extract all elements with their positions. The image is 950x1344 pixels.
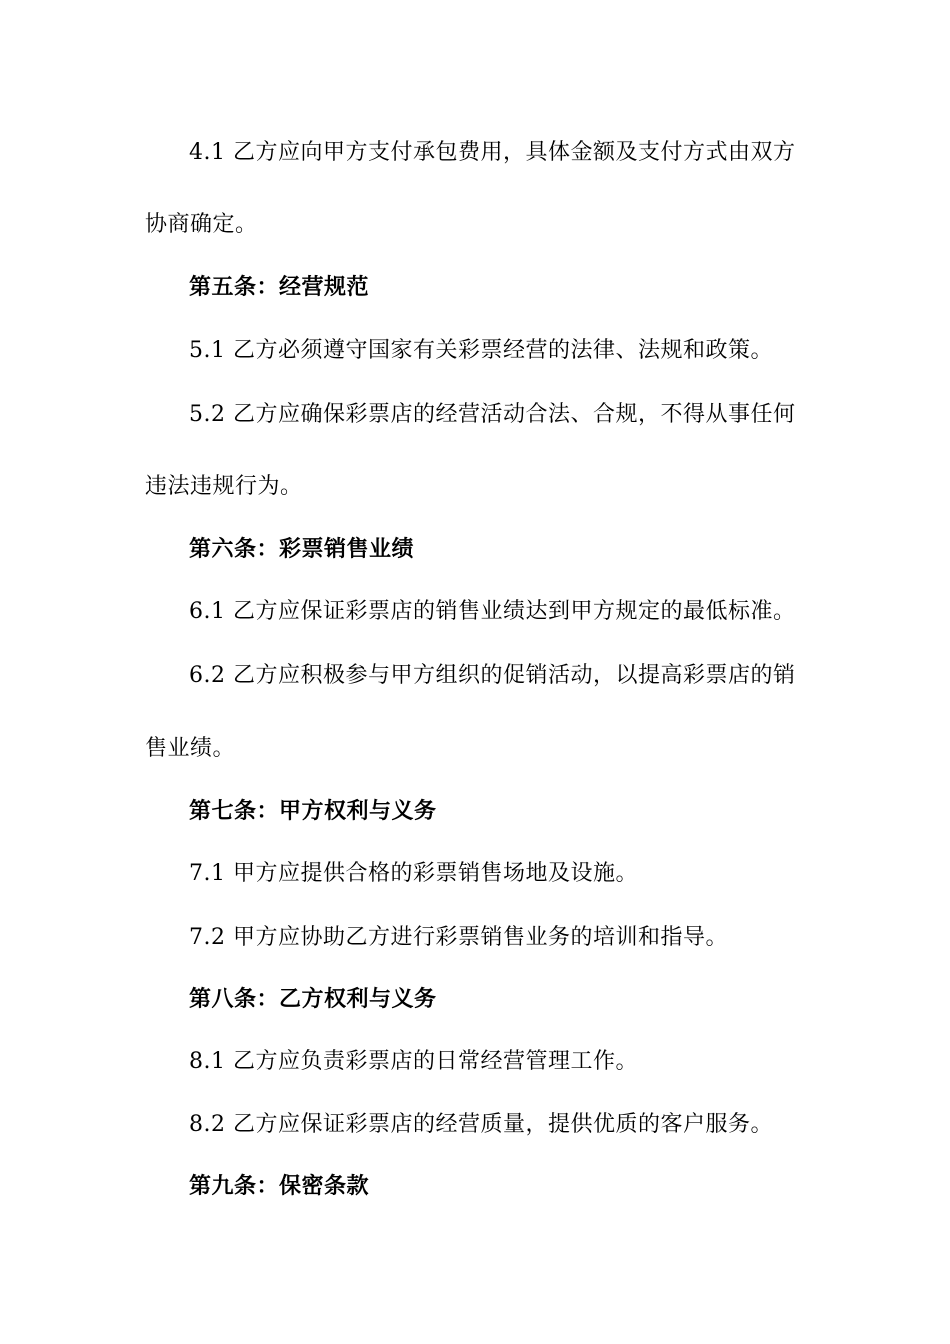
- clause-5-2-continued: 违法违规行为。: [145, 474, 303, 499]
- clause-4-1: 4.1 乙方应向甲方支付承包费用，具体金额及支付方式由双方: [189, 140, 796, 165]
- article-6-heading: 第六条：彩票销售业绩: [189, 537, 415, 562]
- article-8-heading: 第八条：乙方权利与义务: [189, 987, 437, 1012]
- clause-4-1-continued: 协商确定。: [145, 212, 258, 237]
- article-5-heading: 第五条：经营规范: [189, 275, 370, 300]
- clause-6-1: 6.1 乙方应保证彩票店的销售业绩达到甲方规定的最低标准。: [189, 599, 796, 624]
- article-9-heading: 第九条：保密条款: [189, 1174, 370, 1199]
- clause-5-1: 5.1 乙方必须遵守国家有关彩票经营的法律、法规和政策。: [189, 338, 773, 363]
- clause-8-1: 8.1 乙方应负责彩票店的日常经营管理工作。: [189, 1049, 638, 1074]
- clause-6-2-continued: 售业绩。: [145, 736, 236, 761]
- clause-6-2: 6.2 乙方应积极参与甲方组织的促销活动，以提高彩票店的销: [189, 663, 796, 688]
- clause-8-2: 8.2 乙方应保证彩票店的经营质量，提供优质的客户服务。: [189, 1112, 773, 1137]
- clause-7-2: 7.2 甲方应协助乙方进行彩票销售业务的培训和指导。: [189, 925, 728, 950]
- clause-7-1: 7.1 甲方应提供合格的彩票销售场地及设施。: [189, 861, 638, 886]
- clause-5-2: 5.2 乙方应确保彩票店的经营活动合法、合规，不得从事任何: [189, 402, 796, 427]
- article-7-heading: 第七条：甲方权利与义务: [189, 799, 437, 824]
